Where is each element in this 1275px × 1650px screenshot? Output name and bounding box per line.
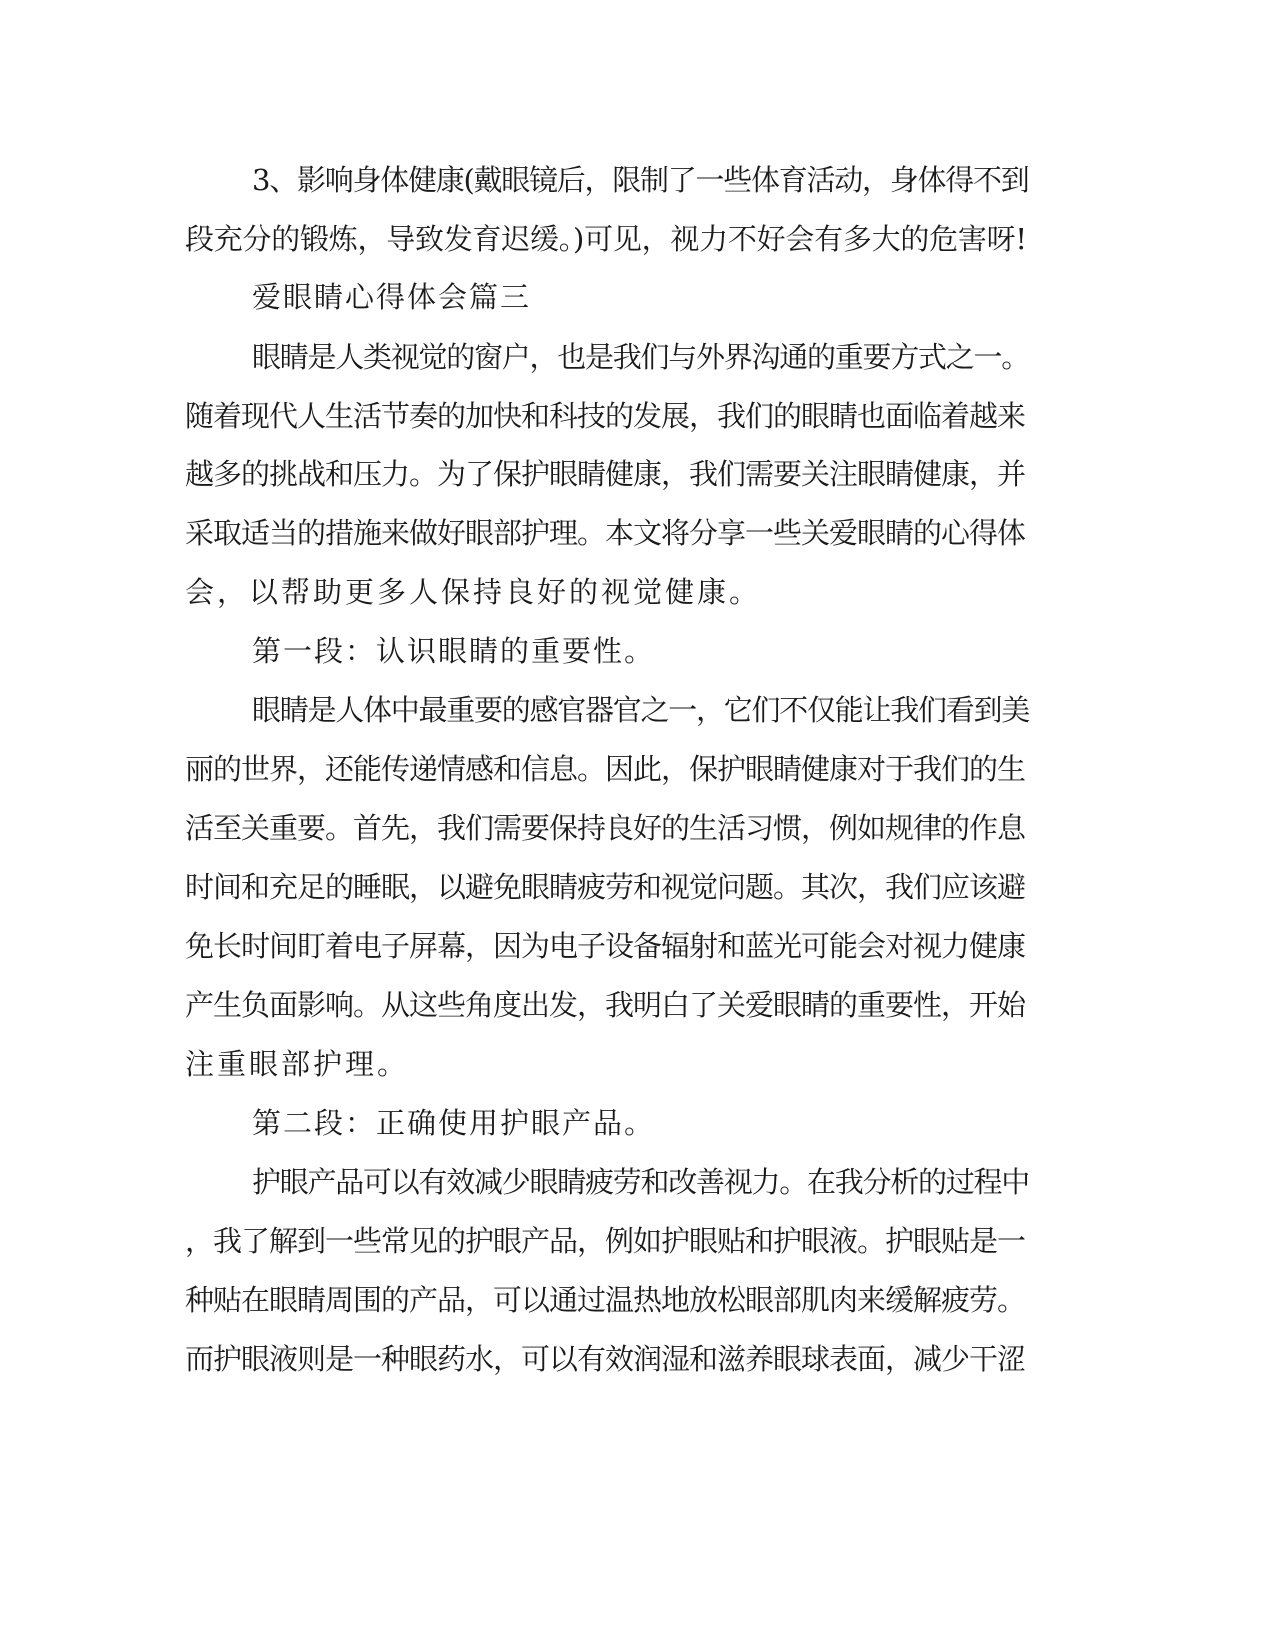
paragraph-line: 时间和充足的睡眠，以避免眼睛疲劳和视觉问题。其次，我们应该避 <box>185 870 1026 904</box>
paragraph-line: 产生负面影响。从这些角度出发，我明白了关爱眼睛的重要性，开始 <box>185 988 1026 1022</box>
paragraph-line: 会，以帮助更多人保持良好的视觉健康。 <box>185 575 762 609</box>
paragraph-line: 丽的世界，还能传递情感和信息。因此，保护眼睛健康对于我们的生 <box>185 752 1026 786</box>
paragraph-line: 眼睛是人体中最重要的感官器官之一，它们不仅能让我们看到美 <box>252 693 1030 727</box>
paragraph-line: 注重眼部护理。 <box>185 1047 410 1081</box>
paragraph-line: 种贴在眼睛周围的产品，可以通过温热地放松眼部肌肉来缓解疲劳。 <box>185 1283 1026 1317</box>
paragraph-line: 活至关重要。首先，我们需要保持良好的生活习惯，例如规律的作息 <box>185 811 1026 845</box>
section-heading: 第二段：正确使用护眼产品。 <box>252 1106 656 1140</box>
paragraph-line: 免长时间盯着电子屏幕，因为电子设备辐射和蓝光可能会对视力健康 <box>185 929 1026 963</box>
paragraph-line: 段充分的锻炼，导致发育迟缓。)可见，视力不好会有多大的危害呀! <box>185 222 1027 256</box>
paragraph-line: 护眼产品可以有效减少眼睛疲劳和改善视力。在我分析的过程中 <box>252 1165 1030 1199</box>
paragraph-line: 采取适当的措施来做好眼部护理。本文将分享一些关爱眼睛的心得体 <box>185 516 1026 550</box>
paragraph-line: 而护眼液则是一种眼药水，可以有效润湿和滋养眼球表面，减少干涩 <box>185 1342 1026 1376</box>
paragraph-line: 眼睛是人类视觉的窗户，也是我们与外界沟通的重要方式之一。 <box>252 340 1030 374</box>
section-heading: 爱眼睛心得体会篇三 <box>252 280 532 314</box>
paragraph-line: 随着现代人生活节奏的加快和科技的发展，我们的眼睛也面临着越来 <box>185 399 1026 433</box>
paragraph-line: 越多的挑战和压力。为了保护眼睛健康，我们需要关注眼睛健康，并 <box>185 457 1026 491</box>
paragraph-line: 3、影响身体健康(戴眼镜后，限制了一些体育活动，身体得不到 <box>252 163 1029 197</box>
paragraph-line: ，我了解到一些常见的护眼产品，例如护眼贴和护眼液。护眼贴是一 <box>185 1224 1026 1258</box>
section-heading: 第一段：认识眼睛的重要性。 <box>252 634 656 668</box>
